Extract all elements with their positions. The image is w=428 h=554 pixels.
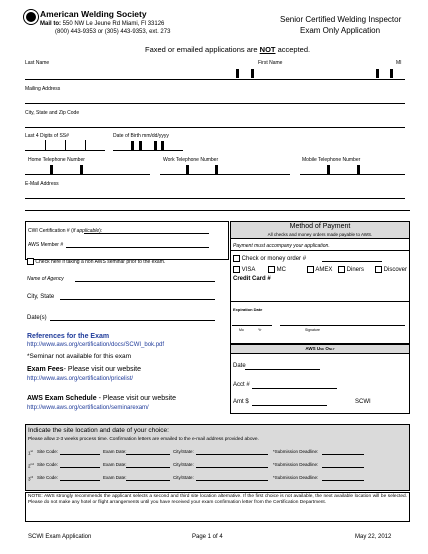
email-line[interactable] (25, 198, 405, 199)
site-row-2-sup: nd (30, 462, 34, 466)
mi-label: MI (396, 60, 402, 66)
site-row-1-sup: st (30, 449, 33, 453)
aws-use-box (230, 344, 410, 414)
dates-line[interactable] (50, 320, 215, 321)
section-divider (25, 210, 410, 211)
site-row-2-number: 2 (28, 463, 31, 469)
cwi-cert-pre: CWI Certification # ( (28, 228, 73, 234)
agency-label: Name of Agency (27, 276, 64, 282)
aws-member-line[interactable] (66, 247, 209, 248)
site-row-1-city-label: City/State: (173, 449, 194, 454)
work-phone-label: Work Telephone Number (163, 157, 219, 163)
home-phone-line[interactable] (25, 174, 150, 175)
check-money-order-label: Check or money order # (241, 256, 307, 263)
site-row-2-date-line[interactable] (126, 467, 170, 468)
home-phone-mark (50, 165, 53, 174)
exam-schedule-rest: - Please visit our website (96, 395, 177, 402)
mobile-phone-mark (357, 165, 360, 174)
site-row-2-city-label: City/State: (173, 462, 194, 467)
mobile-phone-line[interactable] (300, 174, 405, 175)
payment-title: Method of Payment (289, 223, 351, 230)
credit-card-label: Credit Card # (233, 276, 271, 282)
site-row-2-num (28, 462, 34, 469)
exam-fees-rest: - Please visit our website (63, 366, 142, 373)
site-row-2-city-line[interactable] (196, 467, 268, 468)
aws-use-acct-line[interactable] (252, 388, 337, 389)
city-state-zip-label: City, State and Zip Code (25, 110, 80, 116)
exam-location-processing: Please allow 2-3 weeks process time. Confirmation letters are emailed to the e-mail address provided above. (28, 437, 259, 442)
site-row-3-deadline-line[interactable] (322, 480, 364, 481)
non-aws-seminar-label: Check here if taking a non AWS seminar prior to the exam. (35, 258, 166, 265)
mailing-address-label: Mailing Address (25, 86, 61, 92)
fax-notice-post: accepted. (275, 45, 311, 54)
home-phone-mark (80, 165, 83, 174)
schedule-link[interactable] (27, 405, 149, 411)
city-state-line[interactable] (60, 299, 215, 300)
exam-location-instruction: Indicate the site location and date of your choice: (28, 427, 169, 434)
card-mc (268, 266, 286, 274)
site-row-1-num (28, 449, 33, 456)
aws-use-acct-label: Acct # (233, 382, 250, 388)
last-name-label: Last Name (25, 60, 50, 66)
aws-use-date-line[interactable] (245, 369, 320, 370)
dob-separator-mark (139, 141, 142, 150)
dob-separator-mark (154, 141, 157, 150)
aws-use-title: AWS Use Only (305, 346, 335, 351)
check-money-order-row (233, 255, 306, 263)
mobile-phone-mark (327, 165, 330, 174)
mobile-phone-label: Mobile Telephone Number (302, 157, 361, 163)
email-label: E-Mail Address (25, 181, 59, 187)
exp-mo-label: Mo (239, 328, 244, 332)
site-row-3-num (28, 475, 33, 482)
dob-separator-mark (161, 141, 164, 150)
card-discover (375, 266, 407, 274)
site-row-3-sup: rd (30, 475, 34, 479)
site-row-3-site-label: Site Code: (37, 475, 59, 480)
site-row-1 (28, 449, 408, 457)
site-row-3-city-label: City/State: (173, 475, 194, 480)
references-title: References for the Exam (27, 333, 110, 340)
discover-label: Discover (383, 267, 408, 274)
expiration-line[interactable] (232, 325, 272, 326)
footer-page: Page 1 of 4 (192, 534, 223, 540)
site-row-1-date-line[interactable] (126, 454, 170, 455)
fees-link[interactable] (27, 376, 133, 382)
footer-left: SCWI Exam Application (28, 534, 92, 540)
signature-line[interactable] (280, 325, 405, 326)
site-row-1-site-label: Site Code: (37, 449, 59, 454)
payment-must-accompany: Payment must accompany your application. (233, 243, 330, 249)
aws-use-amt-line[interactable] (252, 405, 327, 406)
exam-schedule-bold: AWS Exam Schedule (27, 395, 97, 402)
aws-use-date-label: Date (233, 363, 246, 369)
first-name-label: First Name (258, 60, 283, 66)
mail-to-label: Mail to: (40, 21, 61, 27)
mail-to-line (40, 21, 164, 28)
diners-checkbox[interactable] (338, 266, 345, 273)
city-state-label: City, State (27, 294, 55, 300)
fax-notice-pre: Faxed or emailed applications are (145, 45, 260, 54)
card-diners (338, 266, 364, 274)
phone-line: (800) 443-9353 or (305) 443-9353, ext. 273 (55, 29, 171, 35)
payment-subtitle: All checks and money orders made payable to AWS. (267, 232, 373, 237)
cwi-member-box (25, 221, 229, 260)
aws-use-amt-label: Amt $ (233, 399, 249, 405)
ssn-divider (85, 140, 86, 150)
ssn-line[interactable] (25, 150, 105, 151)
site-row-3-date-line[interactable] (126, 480, 170, 481)
dob-separator-mark (131, 141, 134, 150)
exam-schedule-line (27, 395, 176, 402)
fees-link-text[interactable]: http://www.aws.org/certification/pricelist/ (27, 376, 134, 382)
last4ssn-label: Last 4 Digits of SS# (25, 133, 69, 139)
amex-checkbox[interactable] (307, 266, 314, 273)
cwi-cert-italic: if applicable (72, 228, 100, 234)
cwi-cert-post: ): (99, 228, 103, 234)
site-row-3-date-label: Exam Date: (103, 475, 127, 480)
schedule-link-text[interactable]: http://www.aws.org/certification/seminarexam/ (27, 405, 149, 411)
org-name: American Welding Society (40, 9, 147, 19)
mailing-address-line[interactable] (25, 103, 405, 104)
aws-member-label: AWS Member # (28, 242, 64, 248)
mc-label: MC (276, 267, 287, 274)
site-row-1-city-line[interactable] (196, 454, 268, 455)
amex-label: AMEX (315, 267, 333, 274)
site-row-1-deadline-line[interactable] (322, 454, 364, 455)
home-phone-label: Home Telephone Number (28, 157, 85, 163)
site-row-1-date-label: Exam Date: (103, 449, 127, 454)
exam-fees-line (27, 366, 141, 373)
visa-label: VISA (241, 267, 256, 274)
work-phone-line[interactable] (160, 174, 290, 175)
fax-notice-not: NOT (259, 45, 276, 54)
city-state-zip-line[interactable] (25, 127, 405, 128)
site-row-3-site-line[interactable] (60, 480, 100, 481)
site-row-3-deadline-label: *Submission Deadline: (273, 475, 319, 480)
exam-fees-bold: Exam Fees (27, 366, 64, 373)
note-text: NOTE: AWS strongly recommends the applicant selects a second and third site location alternative. If the first choice is not available, the next available location will be selected. Please do not make any hotel or flight arrangements until you have received your exam confirmation letter from the Certification Department. (28, 494, 407, 506)
check-money-order-checkbox[interactable] (233, 255, 240, 262)
dob-line[interactable] (113, 150, 183, 151)
site-row-2-deadline-line[interactable] (322, 467, 364, 468)
dob-label: Date of Birth mm/dd/yyyy (113, 133, 169, 139)
cwi-cert-line[interactable] (84, 233, 209, 234)
dates-label: Date(s) (27, 315, 47, 321)
diners-label: Diners (346, 267, 365, 274)
footer-date: May 22, 2012 (355, 534, 392, 540)
credit-card-line[interactable] (230, 301, 410, 302)
non-aws-seminar-row (27, 258, 165, 265)
references-link[interactable] (27, 342, 164, 348)
form-title-line1: Senior Certified Welding Inspector (280, 15, 402, 24)
discover-checkbox[interactable] (375, 266, 382, 273)
site-row-1-number: 1 (28, 450, 31, 456)
card-amex (307, 266, 332, 274)
site-row-3-city-line[interactable] (196, 480, 268, 481)
work-phone-mark (186, 165, 189, 174)
exp-yr-label: Yr (258, 328, 262, 332)
aws-logo (23, 9, 39, 25)
site-row-3-number: 3 (28, 476, 31, 482)
site-row-2-date-label: Exam Date: (103, 462, 127, 467)
fax-notice (145, 46, 310, 54)
signature-label: Signature (305, 328, 320, 332)
check-number-line[interactable] (322, 261, 382, 262)
seminar-note: *Seminar not available for this exam (27, 353, 132, 360)
visa-checkbox[interactable] (233, 266, 240, 273)
references-link-text[interactable]: http://www.aws.org/certification/docs/SCWI_bok.pdf (27, 342, 165, 348)
aws-use-scwi-label: SCWI (355, 399, 371, 405)
site-row-2 (28, 462, 408, 470)
card-visa (233, 266, 255, 274)
mail-address: 550 NW Le Jeune Rd Miami, Fl 33126 (62, 21, 165, 27)
agency-line[interactable] (75, 281, 215, 282)
site-row-2-site-line[interactable] (60, 467, 100, 468)
expiration-label: Expiration Date (233, 307, 263, 312)
mc-checkbox[interactable] (268, 266, 275, 273)
site-row-1-deadline-label: *Submission Deadline: (273, 449, 319, 454)
work-phone-mark (215, 165, 218, 174)
name-input-row[interactable] (25, 69, 405, 80)
site-row-2-site-label: Site Code: (37, 462, 59, 467)
ssn-divider (45, 140, 46, 150)
form-title-line2: Exam Only Application (300, 26, 381, 35)
non-aws-seminar-checkbox[interactable] (27, 258, 34, 265)
site-row-1-site-line[interactable] (60, 454, 100, 455)
ssn-divider (65, 140, 66, 150)
site-row-2-deadline-label: *Submission Deadline: (273, 462, 319, 467)
payment-divider (230, 250, 410, 251)
site-row-3 (28, 475, 408, 483)
